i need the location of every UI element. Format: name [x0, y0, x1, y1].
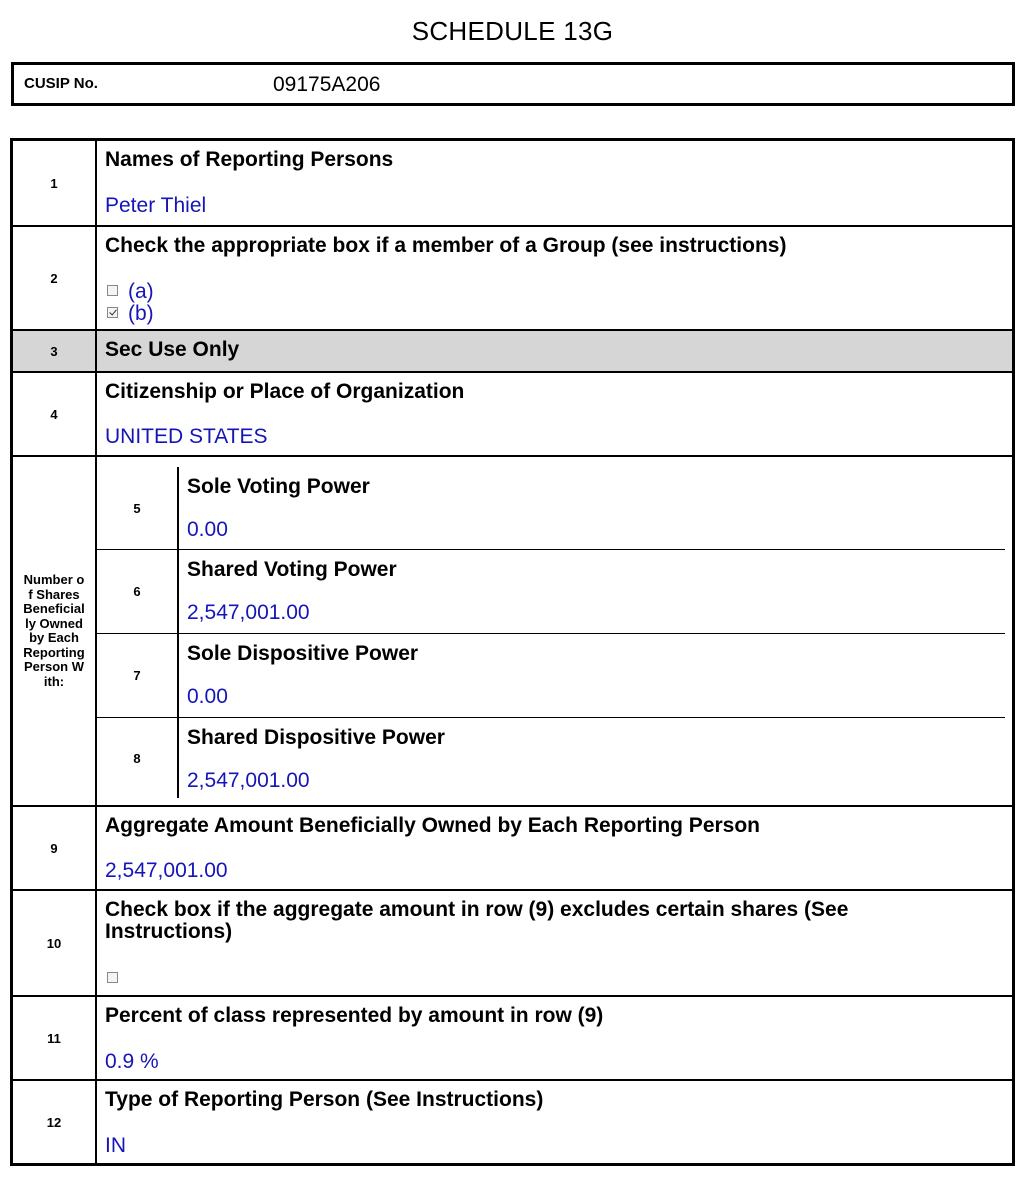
row-label: Aggregate Amount Beneficially Owned by Each Reporting Person — [105, 814, 760, 837]
row-label: Check box if the aggregate amount in row (9) excludes certain shares (See Instructions) — [105, 898, 849, 943]
row-label: Shared Voting Power — [187, 558, 397, 581]
row-12 — [13, 1081, 1012, 1163]
row-number: 2 — [13, 227, 97, 329]
sole-dispositive-power-value: 0.00 — [187, 685, 228, 708]
row-number: 8 — [97, 718, 179, 798]
row-1 — [13, 141, 1012, 227]
row-label: Type of Reporting Person (See Instructions) — [105, 1088, 544, 1111]
cover-page-table — [10, 138, 1015, 1166]
row-label: Citizenship or Place of Organization — [105, 380, 465, 403]
cusip-box — [11, 62, 1015, 106]
row-number: 10 — [13, 891, 97, 995]
row-number: 11 — [13, 997, 97, 1079]
row-6 — [97, 550, 1005, 634]
row-label: Sec Use Only — [105, 338, 240, 361]
row-number: 12 — [13, 1081, 97, 1163]
row-label: Names of Reporting Persons — [105, 148, 394, 171]
row-number: 4 — [13, 373, 97, 455]
option-label: (b) — [128, 302, 154, 325]
shared-voting-power-value: 2,547,001.00 — [187, 601, 310, 624]
row-label: Sole Voting Power — [187, 475, 370, 498]
page-title: SCHEDULE 13G — [411, 16, 614, 46]
cusip-value: 09175A206 — [273, 73, 381, 96]
checkbox-a[interactable] — [107, 285, 118, 296]
row-label: Check the appropriate box if a member of a Group (see instructions) — [105, 234, 787, 257]
reporting-person-type-value: IN — [105, 1134, 126, 1157]
percent-of-class-value: 0.9 % — [105, 1050, 159, 1073]
checkbox-b[interactable] — [107, 307, 118, 318]
reporting-person-name: Peter Thiel — [105, 194, 207, 217]
row-11 — [13, 997, 1012, 1081]
row-number: 6 — [97, 550, 179, 633]
shared-dispositive-power-value: 2,547,001.00 — [187, 769, 310, 792]
row-10 — [13, 891, 1012, 997]
row-label: Sole Dispositive Power — [187, 642, 419, 665]
option-label: (a) — [128, 280, 154, 303]
row-label: Shared Dispositive Power — [187, 726, 445, 749]
cusip-label: CUSIP No. — [24, 75, 98, 92]
row-5 — [97, 467, 1005, 550]
row-7 — [97, 634, 1005, 718]
row-2 — [13, 227, 1012, 331]
row-3 — [13, 331, 1012, 373]
row-8 — [97, 718, 1005, 798]
row-4 — [13, 373, 1012, 457]
row-number: 1 — [13, 141, 97, 225]
shares-side-label: Number of Shares Beneficially Owned by Each Reporting Person With: — [13, 457, 97, 805]
row-number: 7 — [97, 634, 179, 717]
group-option-b[interactable] — [107, 303, 154, 325]
shares-group — [13, 457, 1012, 807]
row-number: 5 — [97, 467, 179, 549]
excludes-shares-option[interactable] — [107, 968, 128, 990]
row-number: 9 — [13, 807, 97, 889]
sole-voting-power-value: 0.00 — [187, 518, 228, 541]
row-number: 3 — [13, 331, 97, 371]
row-9 — [13, 807, 1012, 891]
row-label: Percent of class represented by amount in row (9) — [105, 1004, 604, 1027]
citizenship-value: UNITED STATES — [105, 425, 268, 448]
aggregate-amount-value: 2,547,001.00 — [105, 859, 228, 882]
excludes-shares-checkbox[interactable] — [107, 972, 118, 983]
group-option-a[interactable] — [107, 281, 154, 303]
